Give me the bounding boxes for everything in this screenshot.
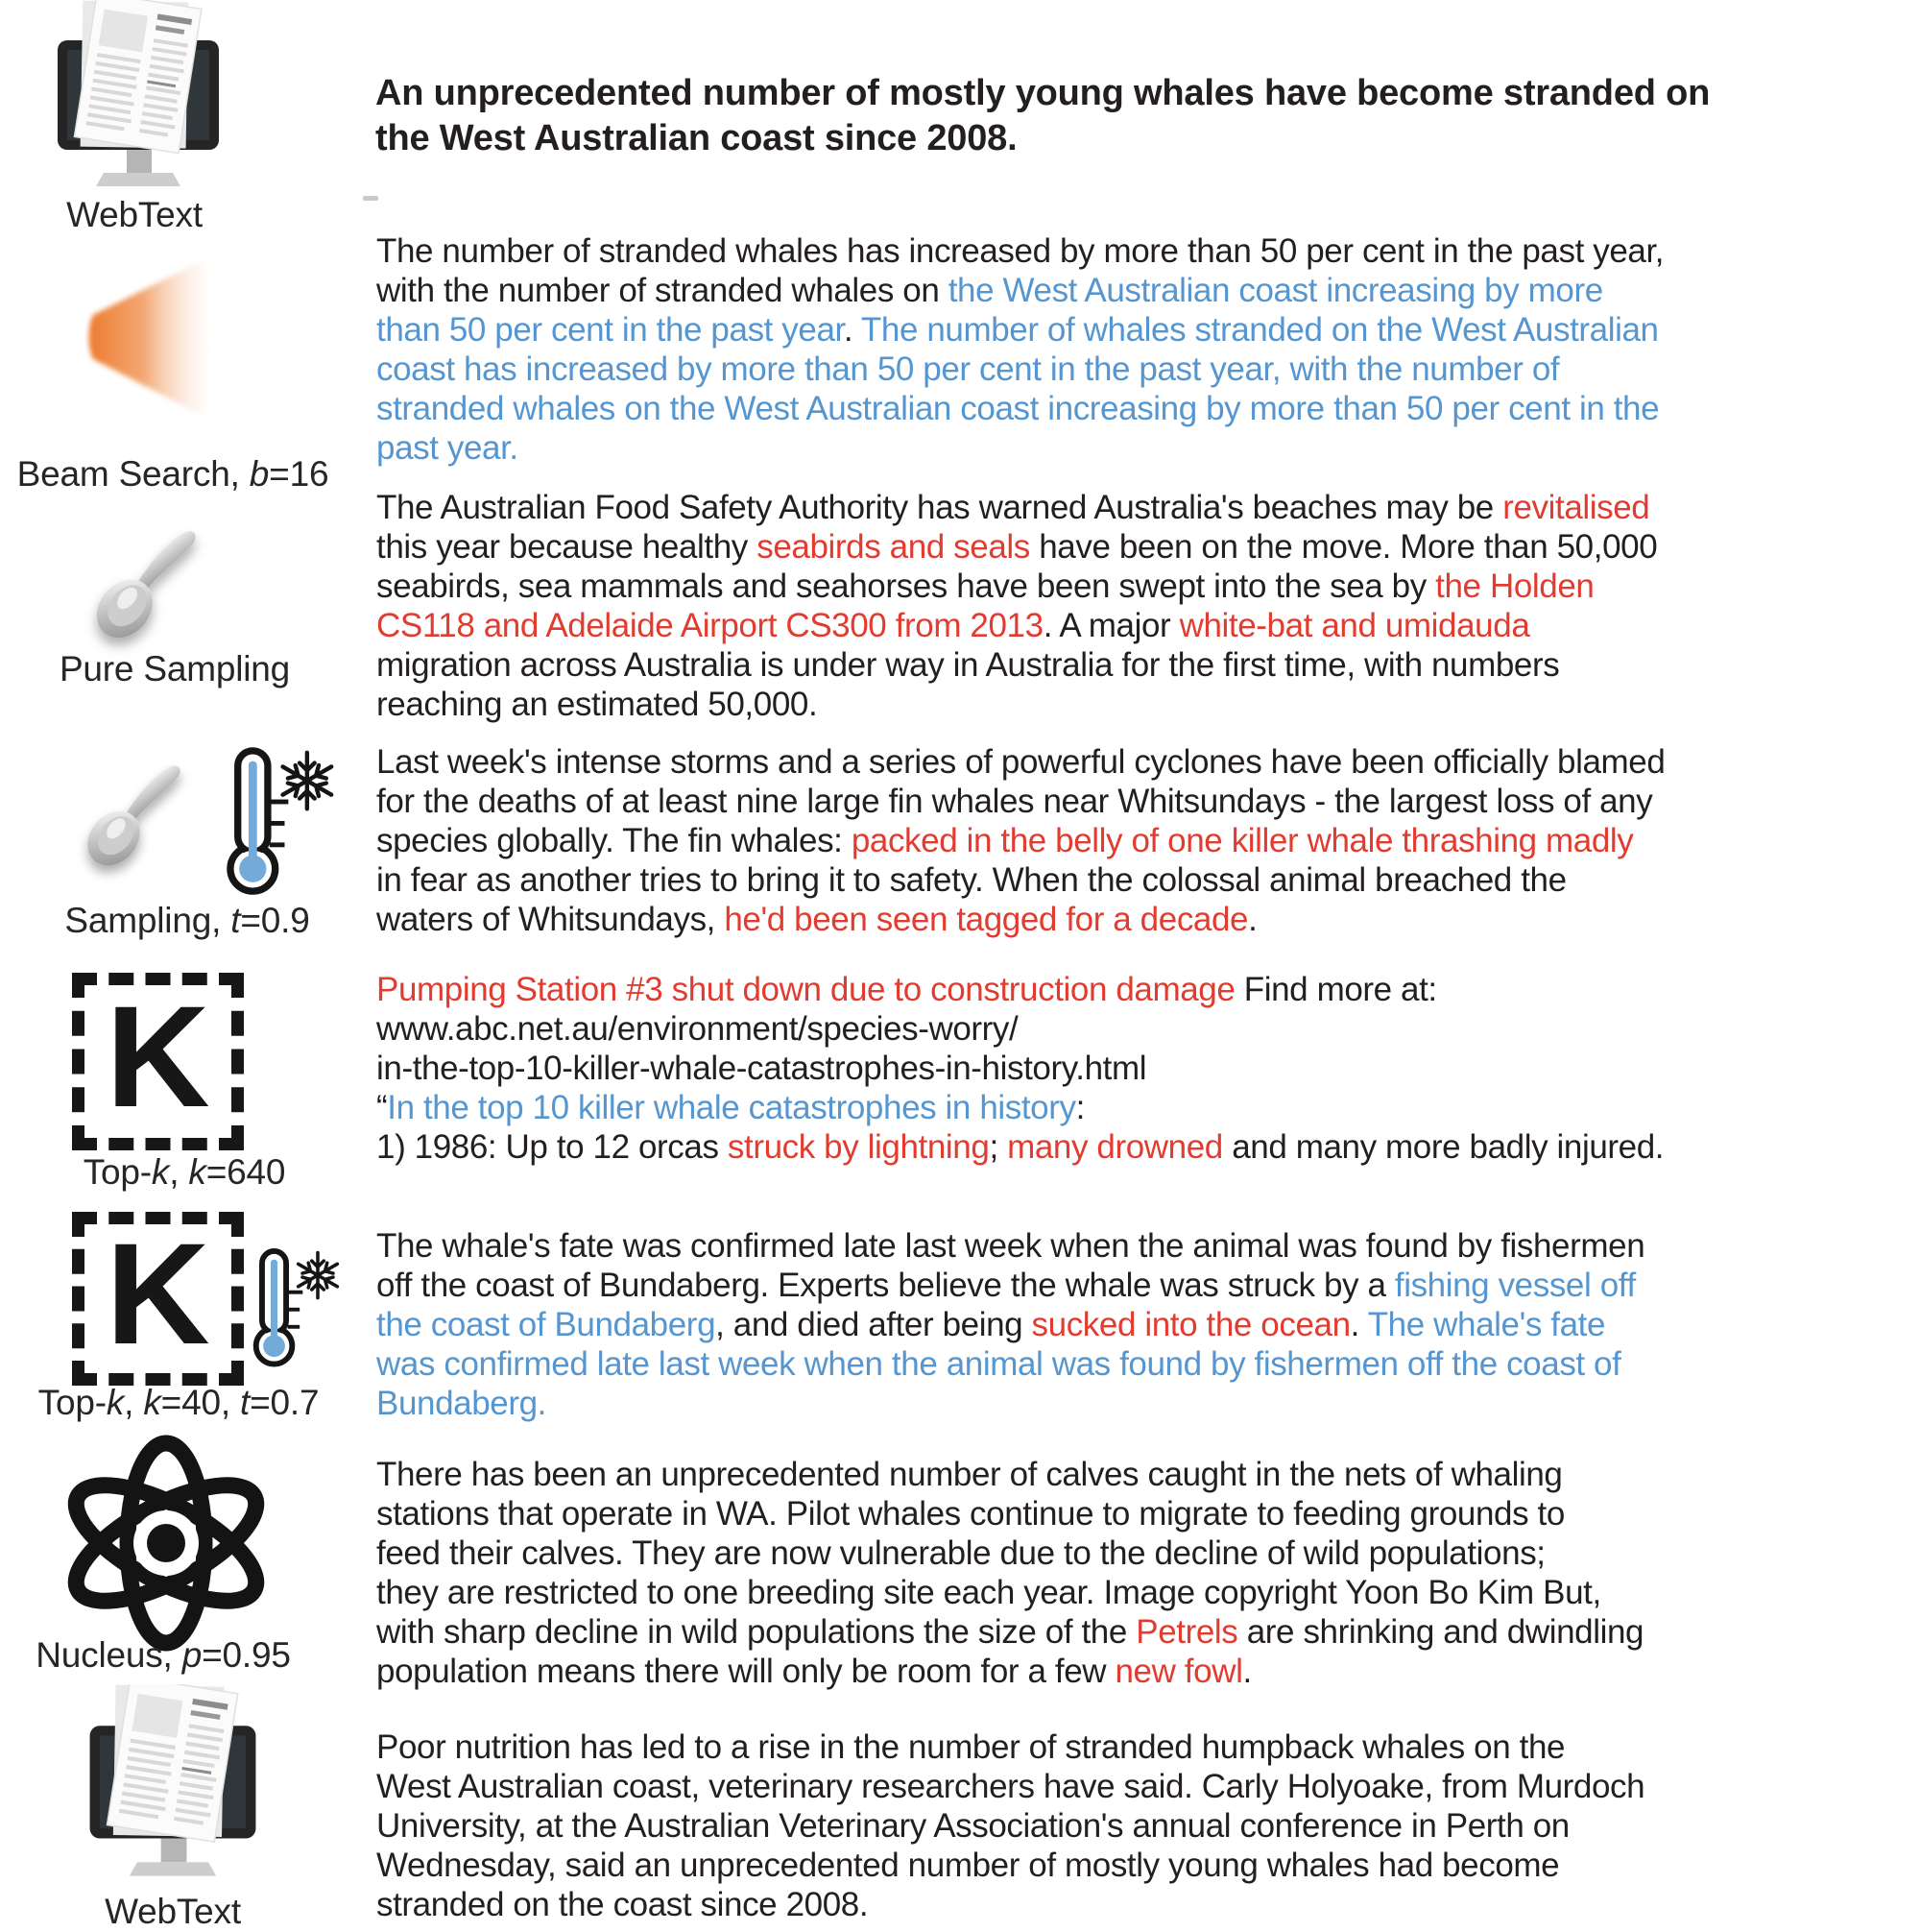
gold-text-webtext: Poor nutrition has led to a rise in the number of stranded humpback whales on the West Australian coast, veterinary researchers have said. Carly Holyoake, from Murdoch University, at the Australian Veterinary Association's annual conference in Perth on Wednesday, said an unprecedented number of mostly young whales had become stranded on the coast since 2008.	[376, 1728, 1645, 1923]
webtext-monitor-icon	[56, 0, 221, 200]
label-pure-sampling: Pure Sampling	[59, 649, 291, 688]
thermometer-snowflake-icon	[225, 745, 342, 895]
top-k-dashed-box-icon	[72, 1212, 244, 1386]
nucleus-atom-icon	[67, 1435, 265, 1652]
generated-text-beam-search: The number of stranded whales has increased by more than 50 per cent in the past year, with the number of stranded whales on the West Australian coast increasing by more than 50 per cent in the past year. The number of whales stranded on the West Australian coast has increased by more than 50 per cent in the past year, with the number of stranded whales on the West Australian coast increasing by more than 50 per cent in the past year.	[376, 232, 1665, 467]
label-webtext-bottom: WebText	[105, 1892, 241, 1931]
label-beam-search: Beam Search, b=16	[16, 454, 329, 494]
k-letter: K	[106, 975, 210, 1137]
label-top-k-40-t07: Top-k, k=40, t=0.7	[37, 1383, 320, 1422]
spoon-icon	[63, 739, 209, 883]
webtext-monitor-icon	[61, 1684, 284, 1890]
label-top-k-640: Top-k, k=640	[83, 1152, 286, 1192]
label-webtext-top: WebText	[66, 195, 203, 234]
webtext-context-header: An unprecedented number of mostly young whales have become stranded on the West Australian coast since 2008.	[375, 73, 1711, 158]
top-k-dashed-box-icon	[72, 973, 244, 1150]
generated-text-top-k-640: Pumping Station #3 shut down due to construction damage Find more at: www.abc.net.au/environment/species-worry/ in-the-top-10-killer-whale-catastrophes-in-history.html “In the top 10 killer whale catastrophes in history: 1) 1986: Up to 12 orcas struck by lightning; many drowned and many more badly injured.	[376, 971, 1665, 1166]
label-nucleus-p095: Nucleus, p=0.95	[36, 1635, 291, 1675]
spoon-icon	[71, 503, 227, 657]
generated-text-pure-sampling: The Australian Food Safety Authority has warned Australia's beaches may be revitalised this year because healthy seabirds and seals have been on the move. More than 50,000 seabirds, sea mammals and seahorses have been swept into the sea by the Holden CS118 and Adelaide Airport CS300 from 2013. A major white-bat and umidauda migration across Australia is under way in Australia for the first time, with numbers reaching an estimated 50,000.	[376, 489, 1658, 723]
beam-search-light-beam-icon	[82, 252, 214, 423]
generated-text-sampling-t09: Last week's intense storms and a series of powerful cyclones have been officially blamed for the deaths of at least nine large fin whales near Whitsundays - the largest loss of any species globally. The fin whales: packed in the belly of one killer whale thrashing madly in fear as another tries to bring it to safety. When the colossal animal breached the waters of Whitsundays, he'd been seen tagged for a decade.	[376, 743, 1666, 938]
stray-dash	[363, 196, 378, 201]
k-letter: K	[106, 1212, 210, 1374]
generated-text-nucleus-p095: There has been an unprecedented number of calves caught in the nets of whaling stations that operate in WA. Pilot whales continue to migrate to feeding grounds to feed their calves. They are now vulnerable due to the decline of wild populations; they are restricted to one breeding site each year. Image copyright Yoon Bo Kim But, with sharp decline in wild populations the size of the Petrels are shrinking and dwindling population means there will only be room for a few new fowl.	[376, 1456, 1644, 1690]
label-sampling-t09: Sampling, t=0.9	[64, 901, 310, 940]
generated-text-top-k-40-t07: The whale's fate was confirmed late last week when the animal was found by fishermen off the coast of Bundaberg. Experts believe the whale was struck by a fishing vessel off the coast of Bundaberg, and died after being sucked into the ocean. The whale's fate was confirmed late last week when the animal was found by fishermen off the coast of Bundaberg.	[376, 1227, 1645, 1422]
thermometer-snowflake-icon	[252, 1237, 346, 1377]
